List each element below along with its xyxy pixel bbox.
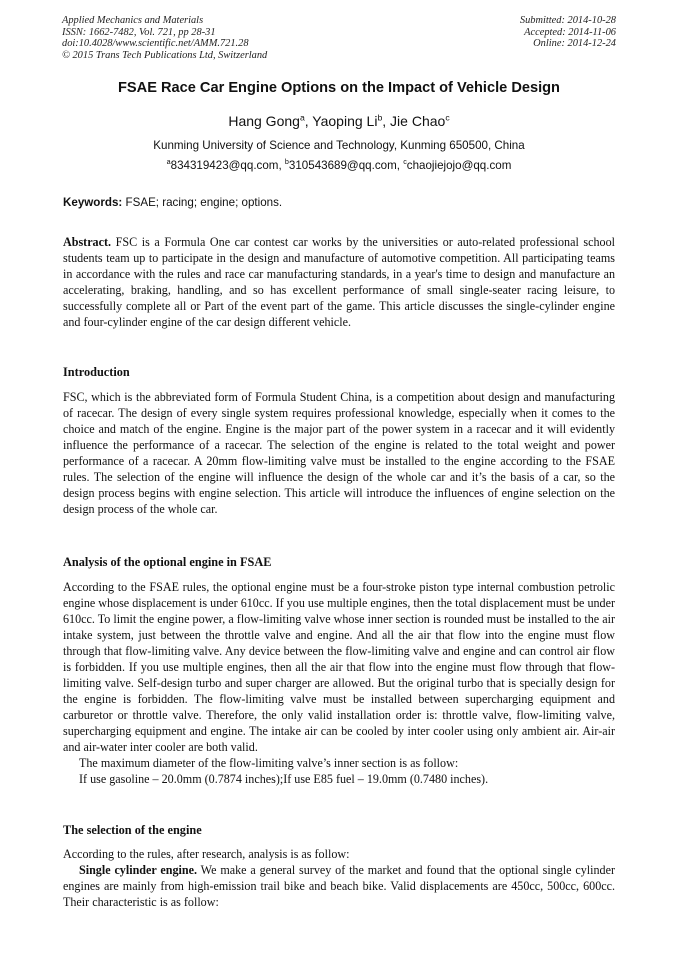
date-submitted: Submitted: 2014-10-28	[519, 15, 616, 26]
analysis-line-diameter: The maximum diameter of the flow-limiting valve’s inner section is as follow:	[79, 756, 459, 770]
journal-name: Applied Mechanics and Materials	[62, 15, 204, 26]
abstract-label: Abstract.	[63, 235, 112, 249]
abstract	[63, 234, 615, 330]
journal-copyright: © 2015 Trans Tech Publications Ltd, Switzerland	[62, 49, 268, 61]
author-affil-mark: c	[445, 112, 450, 123]
author-affil-mark: a	[299, 112, 305, 123]
journal-header	[62, 15, 267, 61]
single-cylinder-paragraph	[63, 862, 615, 910]
selection-intro: According to the rules, after research, analysis is as follow:	[63, 847, 350, 861]
abstract-text: FSC is a Formula One car contest car works by the universities or auto-related professional school students team up to participate in the design and manufacture of automotive competition. All participating teams in accordance with the rules and race car manufacturing standards, in a year's time to design and manufacture an accelerating, braking, handling, and so has excellent performance of small single-seater racing leisure, to successfully complete all or Part of the event part of the game. This article discusses the single-cylinder engine and four-cylinder engine of the car design different vehicle.	[63, 235, 615, 329]
author-name: Yaoping Li	[312, 113, 378, 129]
email-list: $^a$834319423@qq.com, $^b$310543689@qq.com, $^c$chaojiejojo@qq.com	[166, 157, 512, 172]
section-heading-selection: The selection of the engine	[63, 823, 202, 837]
keywords-label: Keywords:	[63, 196, 123, 209]
date-accepted: Accepted: 2014-11-06	[524, 26, 616, 38]
keywords-text: FSAE; racing; engine; options.	[125, 196, 283, 209]
author-list: Hang Gong$^a$, Yaoping Li$^b$, Jie Chao$^c$	[228, 112, 450, 129]
analysis-line-fuel: If use gasoline – 20.0mm (0.7874 inches);If use E85 fuel – 19.0mm (0.7480 inches).	[79, 772, 489, 786]
affiliation: Kunming University of Science and Technology, Kunming 650500, China	[153, 139, 525, 152]
dates-header	[520, 15, 616, 50]
single-cylinder-text: We make a general survey of the market and found that the optional single cylinder engines are mainly from high-emission trail bike and beach bike. Valid displacements are 450cc, 500cc, 600cc. Their characteristic is as follow:	[63, 863, 616, 909]
author-name: Jie Chao	[390, 113, 446, 129]
email-mark: b	[284, 157, 289, 167]
email-mark: a	[166, 157, 171, 167]
email-link[interactable]: 310543689@qq.com	[288, 159, 397, 172]
date-online: Online: 2014-12-24	[533, 38, 616, 49]
single-cylinder-label: Single cylinder engine.	[79, 863, 198, 877]
author-name: Hang Gong	[228, 113, 300, 129]
paper-title: FSAE Race Car Engine Options on the Impact of Vehicle Design	[118, 80, 560, 96]
email-link[interactable]: 834319423@qq.com	[170, 159, 279, 172]
author-affil-mark: b	[377, 112, 383, 123]
analysis-paragraph: According to the FSAE rules, the optional engine must be a four-stroke piston type internal combustion petrolic engine whose displacement is under 610cc. If you use multiple engines, then the total displacement must be under 610cc. To limit the engine power, a flow-limiting valve whose inner section is rounded must be installed to the air intake system, just between the throttle valve and engine. And all the air that flow into the engine must flow through that flow-limiting valve. Any device between the flow-limiting valve and engine and can control air flow is forbidden. If you use multiple engines, then all the air that flow into the engine must flow through that flow-limiting valve. Self-design turbo and super charger are allowed. But the original turbo that is specially design for the engine is forbidden. The flow-limiting valve must be installed between supercharging equipment and carburetor or throttle valve. Therefore, the only valid installation order is: throttle valve, flow-limiting valve, supercharging equipment and engine. The intake air can be cooled by inter cooler using only ambient air. Air-air and air-water inter cooler are both valid.	[63, 580, 615, 754]
analysis-section	[63, 579, 615, 787]
email-link[interactable]: chaojiejojo@qq.com	[406, 159, 512, 172]
introduction-paragraph: FSC, which is the abbreviated form of Formula Student China, is a competition about design and manufacturing of racecar. The design of every single system requires professional knowledge, especially when it comes to the choice and match of the engine. Engine is the major part of the power system in a racecar and it will evidently influence the performance of a racecar. The selection of the engine is related to the total weight and power performance of a racecar. A 20mm flow-limiting valve must be installed to the engine according to the FSAE rules. The selection of the engine will influence the design of the whole car and it’s the basis of a car, so the design process begins with engine selection. This article will introduce the influences of engine selection on the design process of the whole car.	[63, 390, 615, 516]
section-heading-analysis: Analysis of the optional engine in FSAE	[63, 555, 272, 569]
email-mark: c	[403, 157, 407, 167]
journal-doi[interactable]: doi:10.4028/www.scientific.net/AMM.721.28	[62, 38, 249, 49]
selection-section	[63, 846, 615, 910]
keywords	[63, 196, 282, 209]
journal-issn: ISSN: 1662-7482, Vol. 721, pp 28-31	[62, 26, 216, 38]
section-heading-introduction: Introduction	[63, 365, 130, 379]
